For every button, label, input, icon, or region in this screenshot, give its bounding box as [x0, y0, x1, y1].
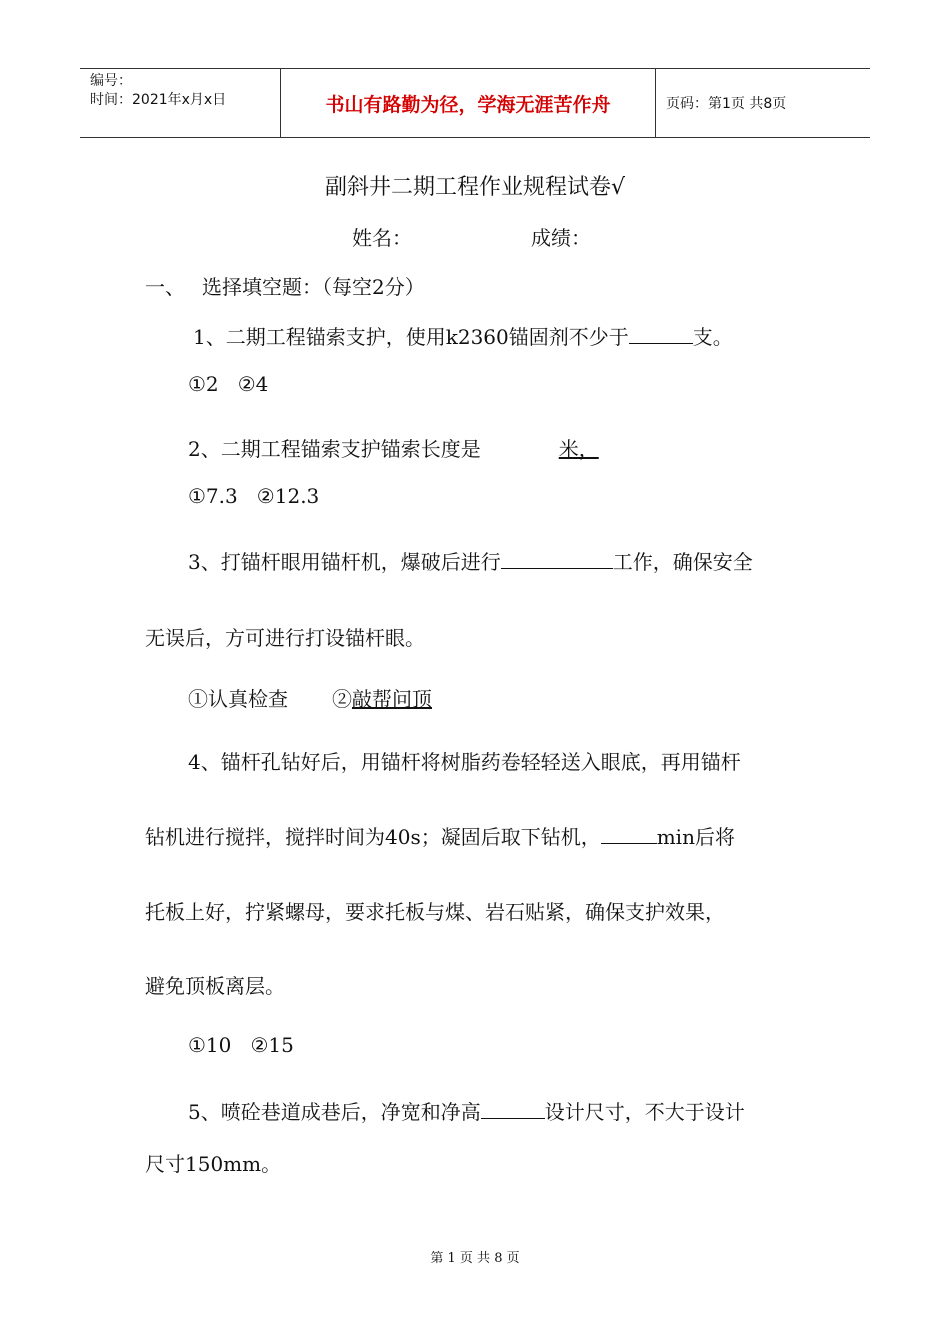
q5-blank — [481, 1097, 545, 1119]
q5-line2: 尺寸150mm。 — [145, 1152, 282, 1176]
q3-options — [188, 683, 888, 712]
q1-options: ①2 ②4 — [188, 372, 269, 396]
question-2 — [188, 433, 928, 462]
q1-text: 1、二期工程锚索支护，使用k2360锚固剂不少于 — [193, 325, 629, 349]
q4-blank — [601, 822, 657, 844]
q3-tail: 工作，确保安全 — [612, 550, 753, 574]
q5-text: 5、喷砼巷道成巷后，净宽和净高 — [188, 1100, 481, 1124]
score-label: 成绩： — [531, 226, 591, 250]
q4-line2-text: 钻机进行搅拌，搅拌时间为40s；凝固后取下钻机， — [145, 825, 601, 849]
header-page-info: 页码：第1页 共8页 — [666, 96, 787, 112]
question-4: 4、锚杆孔钻好后，用锚杆将树脂药卷轻轻送入眼底，再用锚杆 — [188, 750, 741, 774]
page-title: 副斜井二期工程作业规程试卷√ — [324, 175, 626, 200]
section-number: 一、 — [145, 275, 185, 299]
q1-blank — [629, 322, 693, 344]
q2-answer: 米， — [558, 437, 599, 461]
section-title: 选择填空题：（每空2分） — [202, 275, 425, 299]
q3-option-2: 敲帮问顶 — [352, 687, 432, 711]
q3-option-2-mark: ② — [332, 687, 352, 711]
number-label: 编号： — [90, 73, 132, 89]
question-3 — [188, 546, 928, 575]
name-label: 姓名： — [352, 226, 412, 250]
q2-options: ①7.3 ②12.3 — [188, 484, 320, 508]
question-5 — [188, 1096, 928, 1125]
q4-line4: 避免顶板离层。 — [145, 974, 285, 998]
q3-option-1: ①认真检查 — [188, 687, 288, 711]
q3-text: 3、打锚杆眼用锚杆机，爆破后进行 — [188, 550, 501, 574]
q3-blank — [501, 547, 613, 569]
q2-text: 2、二期工程锚索支护锚索长度是 — [188, 437, 481, 461]
q4-line2-tail: min后将 — [656, 825, 735, 849]
document-header — [80, 68, 870, 138]
q4-line3: 托板上好，拧紧螺母，要求托板与煤、岩石贴紧，确保支护效果， — [145, 900, 725, 924]
question-1 — [193, 321, 933, 350]
q4-options: ①10 ②15 — [188, 1033, 294, 1057]
q4-line2 — [145, 821, 925, 850]
q1-tail: 支。 — [692, 325, 733, 349]
time-label: 时间：2021年x月x日 — [90, 92, 227, 108]
header-motto: 书山有路勤为径，学海无涯苦作舟 — [280, 69, 656, 137]
header-meta — [80, 69, 280, 137]
q3-line2: 无误后，方可进行打设锚杆眼。 — [145, 626, 425, 650]
q5-tail: 设计尺寸，不大于设计 — [544, 1100, 745, 1124]
page-footer: 第 1 页 共 8 页 — [430, 1251, 520, 1266]
